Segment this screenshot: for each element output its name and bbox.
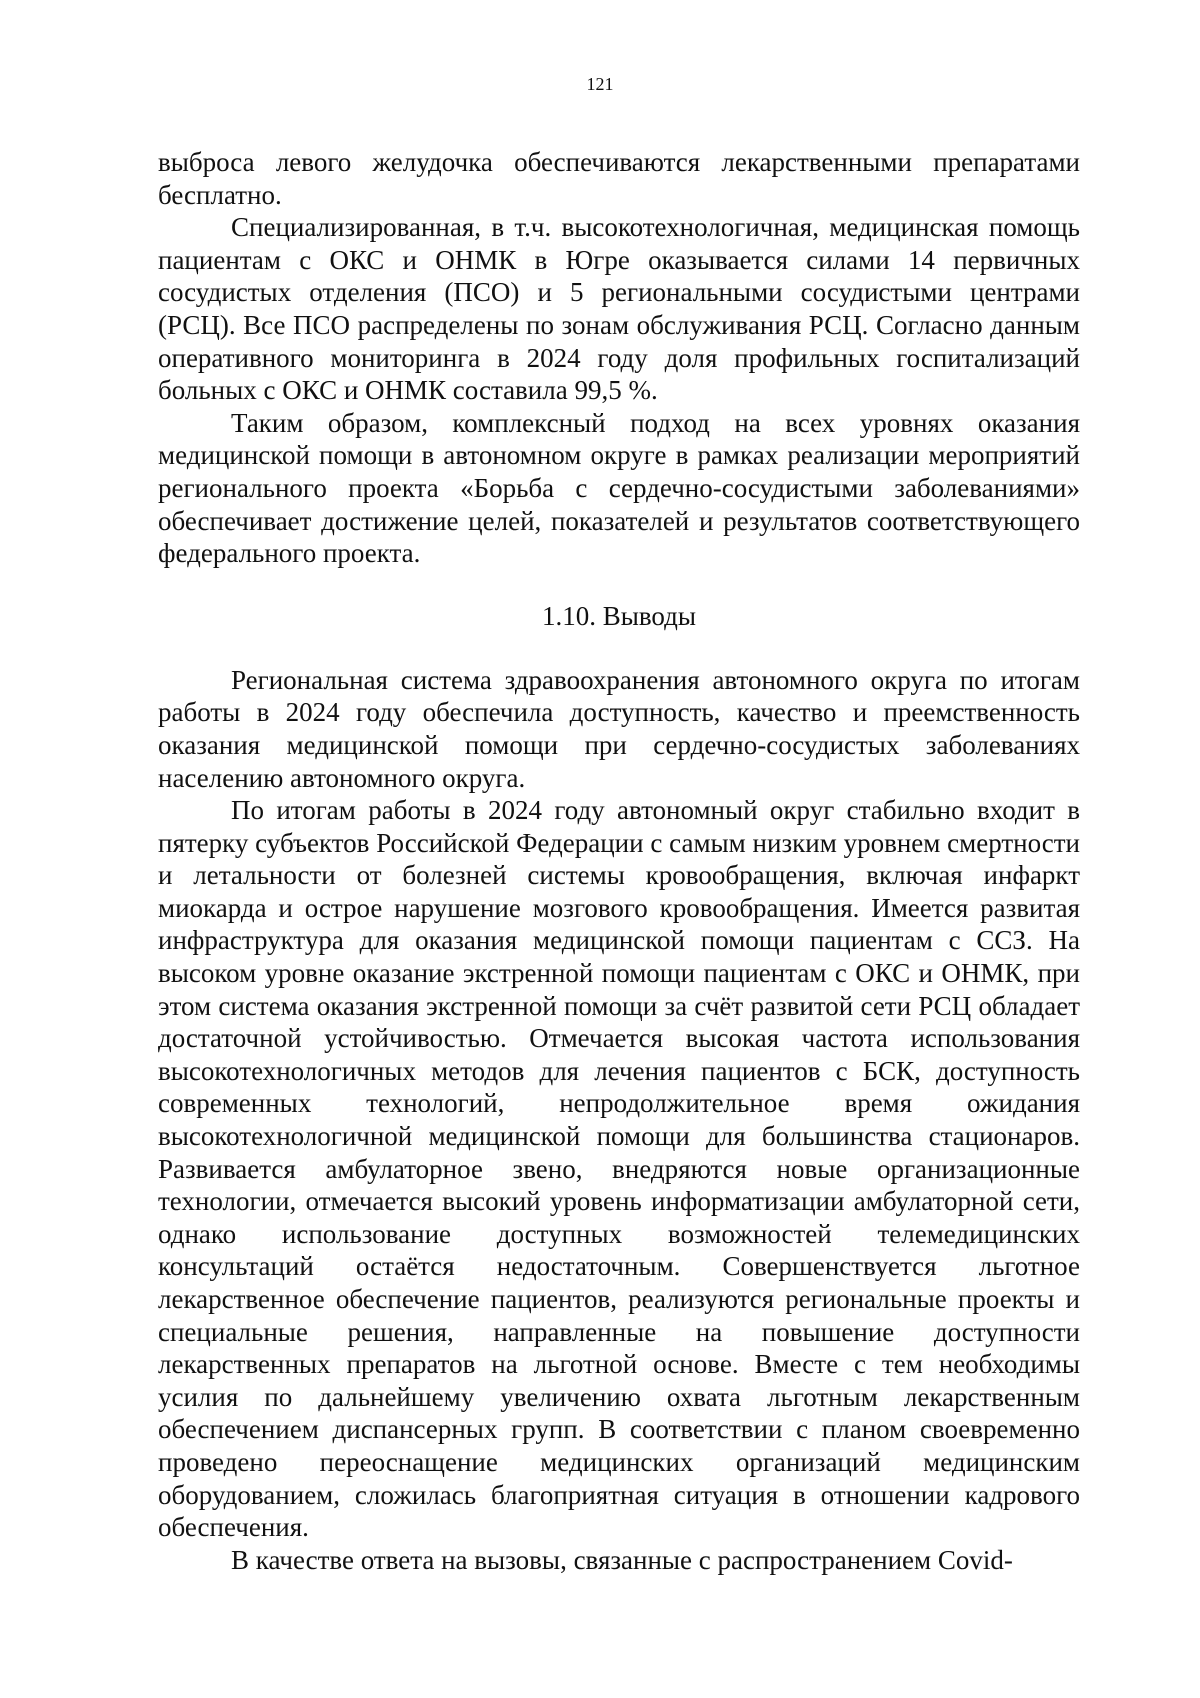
page-content xyxy=(158,146,1080,1576)
paragraph: выброса левого желудочка обеспечиваются лекарственными препаратами бесплатно. xyxy=(158,147,1080,210)
paragraph: Региональная система здравоохранения автономного округа по итогам работы в 2024 году обеспечила доступность, качество и преемственность оказания медицинской помощи при сердечно-сосудистых заболеваниях населению автономного округа. xyxy=(158,664,1080,793)
paragraph: Таким образом, комплексный подход на всех уровнях оказания медицинской помощи в автономном округе в рамках реализации мероприятий регионального проекта «Борьба с сердечно-сосудистыми заболеваниями» обеспечивает достижение целей, показателей и результатов соответствующего федерального проекта. xyxy=(158,407,1080,569)
paragraph: По итогам работы в 2024 году автономный округ стабильно входит в пятерку субъектов Российской Федерации с самым низким уровнем смертности и летальности от болезней системы кровообращения, включая инфаркт миокарда и острое нарушение мозгового кровообращения. Имеется развитая инфраструктура для оказания медицинской помощи пациентам с ССЗ. На высоком уровне оказание экстренной помощи пациентам с ОКС и ОНМК, при этом система оказания экстренной помощи за счёт развитой сети РСЦ обладает достаточной устойчивостью. Отмечается высокая частота использования высокотехнологичных методов для лечения пациентов с БСК, доступность современных технологий, непродолжительное время ожидания высокотехнологичной медицинской помощи для большинства стационаров. Развивается амбулаторное звено, внедряются новые организационные технологии, отмечается высокий уровень информатизации амбулаторной сети, однако использование доступных возможностей телемедицинских консультаций остаётся недостаточным. Совершенствуется льготное лекарственное обеспечение пациентов, реализуются региональные проекты и специальные решения, направленные на повышение доступности лекарственных препаратов на льготной основе. Вместе с тем необходимы усилия по дальнейшему увеличению охвата льготным лекарственным обеспечением диспансерных групп. В соответствии с планом своевременно проведено переоснащение медицинских организаций медицинским оборудованием, сложилась благоприятная ситуация в отношении кадрового обеспечения. xyxy=(158,795,1080,1543)
paragraph: Специализированная, в т.ч. высокотехнологичная, медицинская помощь пациентам с ОКС и ОНМК в Югре оказывается силами 14 первичных сосудистых отделения (ПСО) и 5 региональными сосудистыми центрами (РСЦ). Все ПСО распределены по зонам обслуживания РСЦ. Согласно данным оперативного мониторинга в 2024 году доля профильных госпитализаций больных с ОКС и ОНМК составила 99,5 %. xyxy=(158,212,1080,406)
paragraph: В качестве ответа на вызовы, связанные с распространением Covid- xyxy=(231,1544,1013,1575)
section-heading: 1.10. Выводы xyxy=(541,600,697,631)
page-number: 121 xyxy=(586,74,614,94)
